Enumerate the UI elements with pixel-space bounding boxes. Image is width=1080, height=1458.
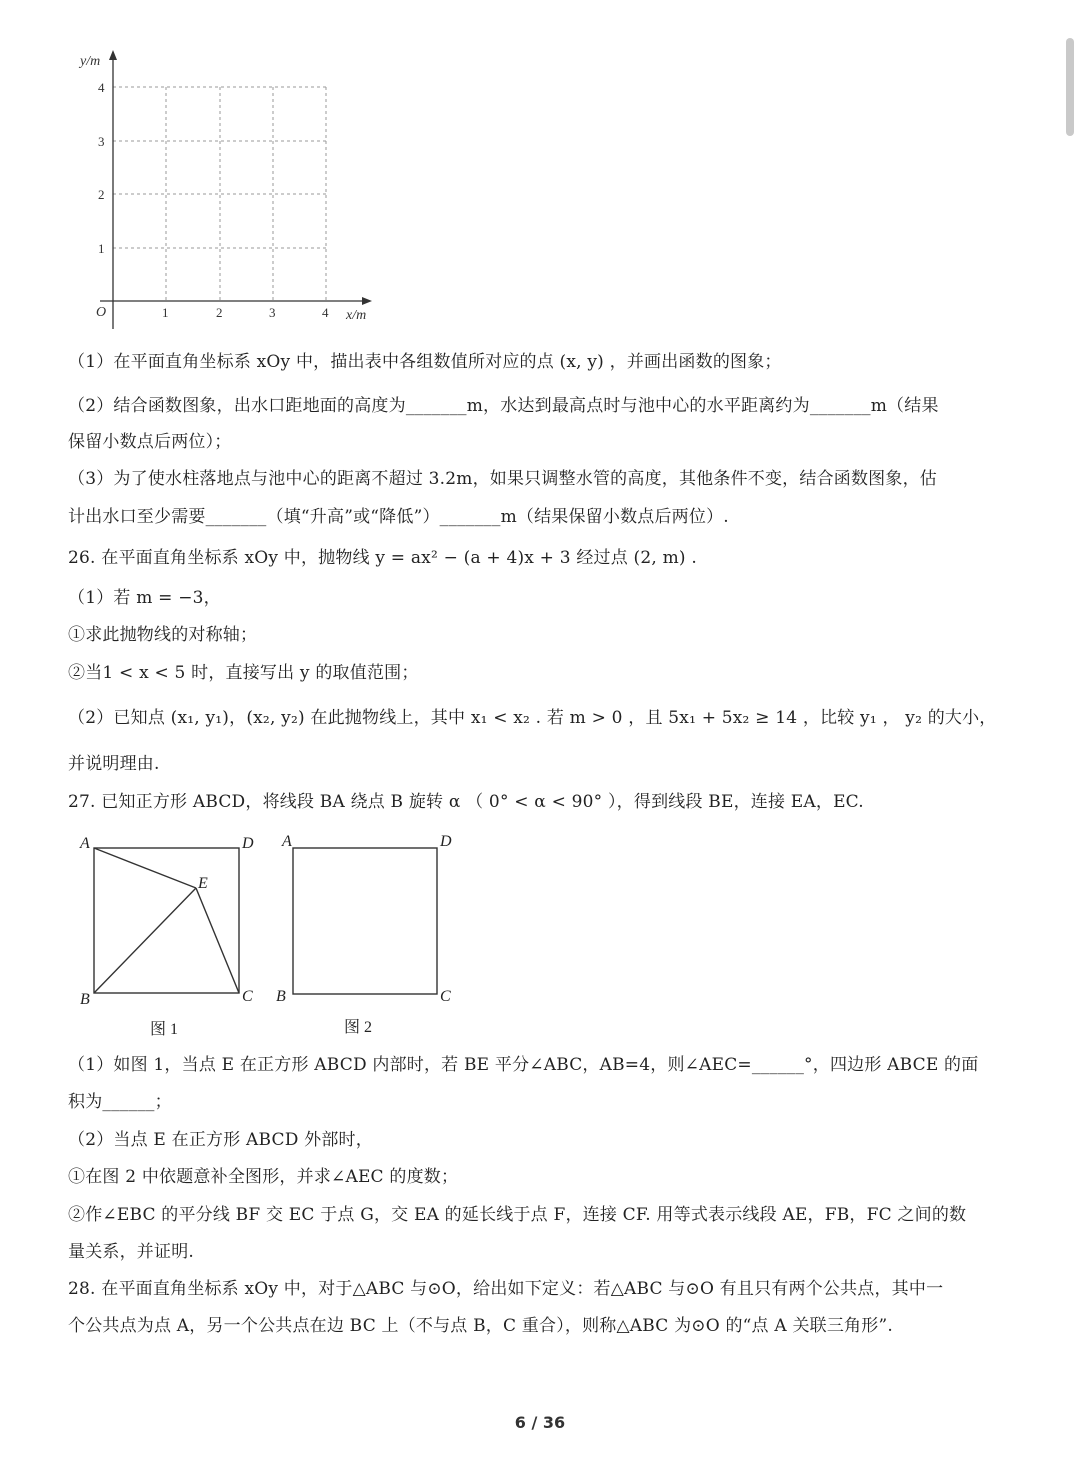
figure-1-caption: 图 1 (150, 1021, 179, 1038)
y-axis-arrow (109, 50, 117, 60)
coordinate-grid-figure (70, 44, 390, 334)
label-d: D (440, 833, 452, 850)
segment-ae (94, 848, 196, 888)
axes (100, 54, 368, 329)
y-tick-2: 2 (98, 187, 105, 202)
q26-stem: 26. 在平面直角坐标系 xOy 中，抛物线 y = ax² − (a + 4)x + 3 经过点 (2, m) . (68, 548, 697, 568)
x-tick-1: 1 (162, 305, 169, 320)
label-d: D (242, 835, 254, 852)
q25-part2-line2: 保留小数点后两位）； (68, 432, 232, 452)
figure-2-caption: 图 2 (344, 1019, 373, 1036)
q27-part2: （2）当点 E 在正方形 ABCD 外部时， (68, 1130, 373, 1150)
q26-part2-line1: （2）已知点 (x₁, y₁)，(x₂, y₂) 在此抛物线上，其中 x₁ < x₂ . 若 m > 0 ，且 5x₁ + 5x₂ ≥ 14 ，比较 y₁ ， y₂ 的大小， (68, 708, 997, 728)
page-number: 6 / 36 (514, 1413, 566, 1432)
q26-part1: （1）若 m = −3， (68, 588, 221, 608)
label-b: B (276, 988, 286, 1005)
q27-stem: 27. 已知正方形 ABCD，将线段 BA 绕点 B 旋转 α （ 0° < α < 90° ），得到线段 BE，连接 EA，EC. (68, 792, 864, 812)
q27-part2b-line1: ②作∠EBC 的平分线 BF 交 EC 于点 G，交 EA 的延长线于点 F，连接 CF. 用等式表示线段 AE，FB，FC 之间的数 (68, 1205, 967, 1225)
q27-part1-line2: 积为______； (68, 1092, 172, 1112)
x-tick-4: 4 (322, 305, 329, 320)
q25-part2-line1: （2）结合函数图象，出水口距地面的高度为_______m，水达到最高点时与池中心的水平距离约为_______m（结果 (68, 396, 939, 416)
y-tick-1: 1 (98, 241, 105, 256)
q26-part1a: ①求此抛物线的对称轴； (68, 625, 258, 645)
label-a: A (80, 835, 90, 852)
x-tick-3: 3 (269, 305, 276, 320)
x-axis-arrow (362, 297, 372, 305)
y-tick-3: 3 (98, 134, 105, 149)
q25-part3-line2: 计出水口至少需要_______（填“升高”或“降低”）_______m（结果保留小数点后两位）. (68, 507, 729, 527)
q28-line1: 28. 在平面直角坐标系 xOy 中，对于△ABC 与⊙O，给出如下定义：若△ABC 与⊙O 有且只有两个公共点，其中一 (68, 1279, 944, 1299)
q25-part1: （1）在平面直角坐标系 xOy 中，描出表中各组数值所对应的点 (x, y) ，并画出函数的图象； (68, 352, 782, 372)
q27-part2a: ①在图 2 中依题意补全图形，并求∠AEC 的度数； (68, 1167, 459, 1187)
q28-line2: 个公共点为点 A，另一个公共点在边 BC 上（不与点 B，C 重合），则称△ABC 为⊙O 的“点 A 关联三角形”. (68, 1316, 893, 1336)
segment-ec (196, 888, 239, 993)
label-c: C (242, 988, 253, 1005)
label-b: B (80, 991, 90, 1008)
q27-part1-line1: （1）如图 1，当点 E 在正方形 ABCD 内部时，若 BE 平分∠ABC，AB=4，则∠AEC=______°，四边形 ABCE 的面 (68, 1055, 979, 1075)
label-e: E (198, 875, 208, 892)
y-axis-label: y/m (80, 54, 101, 69)
figure-1-square-abcd (70, 826, 270, 1044)
q26-part2-line2: 并说明理由. (68, 754, 160, 774)
q26-part1b: ②当1 < x < 5 时，直接写出 y 的取值范围； (68, 663, 419, 683)
y-tick-4: 4 (98, 80, 105, 95)
x-axis-label: x/m (346, 308, 367, 323)
label-a: A (282, 833, 292, 850)
origin-label: O (96, 305, 107, 320)
q27-part2b-line2: 量关系，并证明. (68, 1242, 195, 1262)
vertical-scrollbar[interactable] (1066, 38, 1074, 136)
square-abcd (293, 848, 437, 994)
segment-be (94, 888, 196, 993)
x-tick-2: 2 (216, 305, 223, 320)
figure-2-square-abcd (270, 826, 470, 1044)
grid-lines (113, 87, 326, 301)
label-c: C (440, 988, 451, 1005)
q25-part3-line1: （3）为了使水柱落地点与池中心的距离不超过 3.2m，如果只调整水管的高度，其他条件不变，结合函数图象，估 (68, 469, 937, 489)
